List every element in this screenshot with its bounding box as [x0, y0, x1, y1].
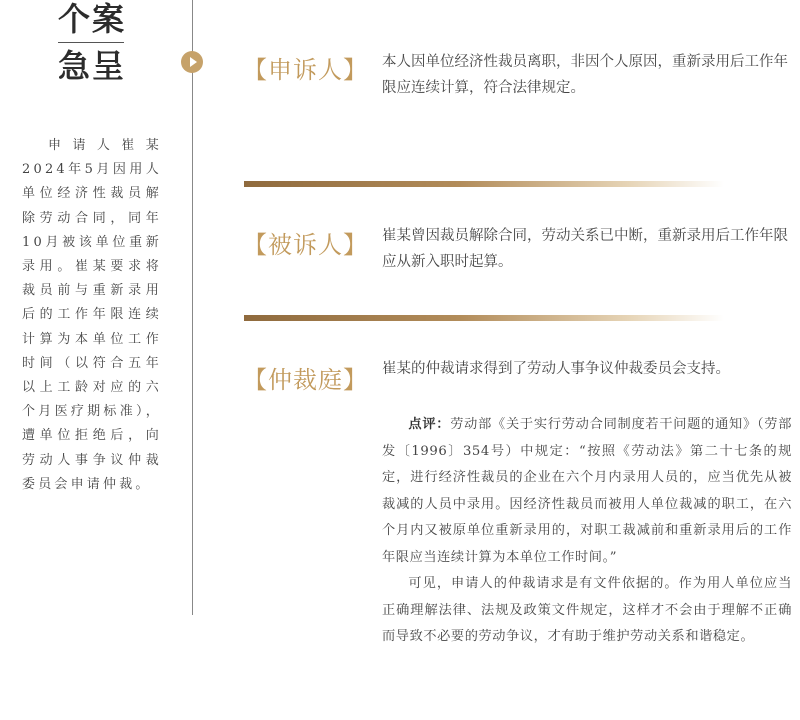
label-claimant: 【申诉人】	[243, 56, 368, 84]
commentary-paragraph-2: 可见，申请人的仲裁请求是有文件依据的。作为用人单位应当正确理解法律、法规及政策文件规定，这样才不会由于理解不正确而导致不必要的劳动争议，才有助于维护劳动关系和谐稳定。	[382, 576, 792, 644]
case-description: 申请人崔某2024年5月因用人单位经济性裁员解除劳动合同，同年10月被该单位重新录用。崔某要求将裁员前与重新录用后的工作年限连续计算为本单位工作时间（以符合五年以上工龄对应的六个月医疗期标准），遭单位拒绝后，向劳动人事争议仲裁委员会申请仲裁。	[22, 138, 162, 492]
claimant-statement: 本人因单位经济性裁员离职，非因个人原因，重新录用后工作年限应连续计算，符合法律规定。	[382, 54, 788, 96]
play-marker-icon	[181, 51, 203, 73]
title-divider	[58, 42, 124, 43]
commentary-paragraph-1	[382, 412, 792, 571]
label-respondent: 【被诉人】	[243, 231, 368, 259]
commentary	[382, 412, 792, 651]
left-sidebar	[0, 0, 192, 720]
commentary-text-1: 劳动部《关于实行劳动合同制度若干问题的通知》（劳部发〔1996〕354号）中规定：“按照《劳动法》第二十七条的规定，进行经济性裁员的企业在六个月内录用人员的，应当优先从被裁减的人员中录用。因经济性裁员而被用人单位裁减的职工，在六个月内又被原单位重新录用的，对职工裁减前和重新录用后的工作年限应当连续计算为本单位工作时间。”	[382, 417, 792, 565]
section-divider	[244, 181, 724, 187]
column-title-line1: 个案	[58, 0, 127, 38]
tribunal-statement: 崔某的仲裁请求得到了劳动人事争议仲裁委员会支持。	[382, 361, 730, 377]
label-tribunal: 【仲裁庭】	[243, 366, 368, 394]
column-title	[58, 0, 130, 83]
section-divider	[244, 315, 724, 321]
vertical-divider	[192, 0, 193, 615]
respondent-statement: 崔某曾因裁员解除合同，劳动关系已中断，重新录用后工作年限应从新入职时起算。	[382, 228, 788, 270]
commentary-lead: 点评：	[408, 417, 451, 432]
column-title-line2: 急呈	[58, 47, 127, 85]
